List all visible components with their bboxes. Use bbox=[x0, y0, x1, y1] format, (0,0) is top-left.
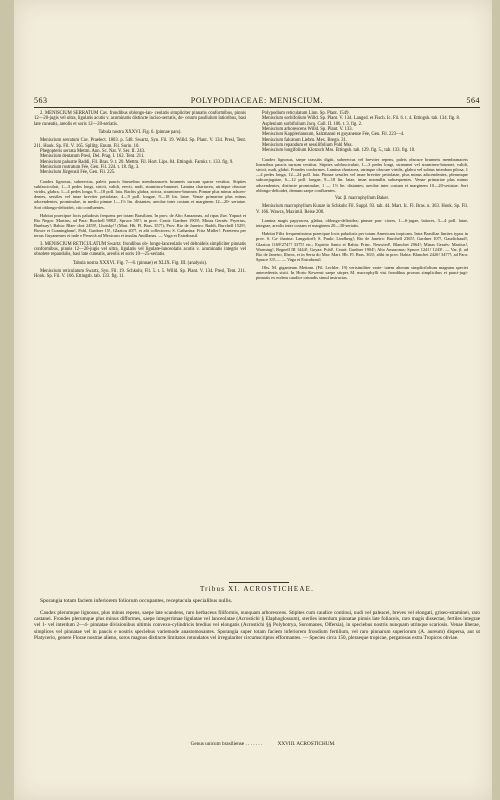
synonym-entry: Meniscium longifolium Klotzsch Mss. Ettingsh. tab. 129. fig. 5., tab. 133. fig. 10. bbox=[262, 148, 416, 154]
genus-label: Genus unicum brasiliense . . . . . . . bbox=[190, 741, 263, 747]
page-number-right: 564 bbox=[466, 96, 480, 105]
morphology-paragraph: Caudex lignosus, suberectus, paleis paucis linearibus membranaceis brunneis sursum sparse vestitus. Stipites subfasciculati, 1—3 pedes longi, stricti, validi, erecti, nudi, straminco-brunnei. Lamina chartacea, utrinque obscure viridis, glabra, 1—4 pedes longa, 9—18 poll. lata. Rachis glabra, stricta, stramineo-brunnea. Pinnae plus minus adscen- dentes, sessiles vel imae breviter petiolatae, 4—9 poll. longae, 9—18 lin. latae. Venae primariae plus minus adscendentes, prominulae, in medio pinnae 1—1½ lin. distantes; areolae inter costam et marginem 12—20- seriatae. Sori oblongo-deltoidei, cito confluentes. bbox=[34, 178, 246, 210]
species-description: 2. MENISCIUM SERRATUM Cav. frondibus oblongo-lan- ceolatis simpliciter pinnatis conformibus, pinnis 12—20-jugis vel ultra, ligulatis acutis v. acuminatis distincte inciso-serratis, de- orsum paullulum latioribus, basi late cuneatis, areolis et soris 12—20-seriatis. bbox=[34, 111, 246, 127]
genus-name: XXVIII. ACROSTICHUM. bbox=[277, 741, 336, 747]
synonym-entry: Meniscium palustre Raddi, Fil. Bras. 9. t. 20. Mettm. Fil. Hort. Lips. 84. Ettingsh. Farnkr. t. 133. fig. 9. bbox=[40, 159, 234, 165]
genus-line bbox=[34, 741, 492, 747]
morphology-paragraph: Caudex lignosus, saepe crassiŭs digiti, suberectus vel breviter repens, paleis obscure brunneis membranaceis linearibus paucis sursum vestitus. Stipites subfasciculati, 1—3 pedes longi, strammei vel stramineo-brunnei, validi, stricti, nudi, glabri. Frondes conformes. Lamina chartacea, utrinque obscure viridis, glabra vel subtus interdum pilosa, 1—4 pedes longa, 12—24 poll. lata. Pinnae sessiles vel imae breviter petiolatae, plus minus adscendentes, plerumque subconjugatae, 6—12 poll. longae, 9—18 lin. latae, imae nonnullis subsequentes. Venae primariae plus minus adscendentes, distincte prominulae, 1 — 1½ lin. distantes; areolae inter costam et marginem 10—20-seriatae. Sori oblongo-deltoidei, demum saepe confluentes. bbox=[256, 156, 468, 193]
synonym-entry: Meniscium Kappleriannum, Salzmanni et guyanense Fée, Gen. Fil. 223—4. bbox=[262, 132, 405, 138]
synonym-entry: Meniscium macrophyllum Kunze in Schkuhr Fil. Suppl. 93. tab. 44. Mart. Ic. Fl. Bras. n. 363. Hook. Sp. Fil. V. 166. Wawra, Maximil. Reise 208. bbox=[256, 204, 468, 215]
habitat-paragraph: Habitat Filix frequentissima praecipue locis paludosis per totam Americam tropicam. Intra Brasiliae limites typus in prov. S. Ca- tharina: Langsdorff; S. Paulo: Lindberg!; Rio de Janeiro: Burchell 2365!, Gardner 107!, Gaudichaud!, Glaziou 1169!2747! 3375! etc.; Espirito Santo et Bahia: Princ. Neuwied!, Blanchet 2964!; Minas Geraës: Martius!, Warming!, Regnell III 1444!; Goyaz: Pohl!, Cearà: Gardner 1904!; Alto Amazonas: Spruce 1241! 1243!. — Var. β. ad Rio de Janeiro, Ilheos, et in Serra do Mar: Mart. Hb. Fl. Bras. 363!; alibi in prov. Bahia: Blanchet 2426! 3477!; ad Para: Spruce 33!—. — Vaga et Extrabrasil. bbox=[256, 231, 468, 262]
section-divider bbox=[229, 582, 289, 583]
synonym-entry: Meniscium arborescens Willd. Sp. Plant. V. 133. bbox=[262, 127, 353, 133]
tribus-description-text: Caudex plerumque lignosus, plus minus repens, saepe late scandens, raro herbaceus filiformis, nunquam arborescens. Stipites cum caudice continui, nudi vel paleacei, breves vel elongati, griseo-straminei, raro castanei. Frondes plerumque plus minus difformes, saepe integerrimae ligulatae vel lanceolatae (Acrostichi § Elaphoglossum), steriles interdum pinnatae pinnis late foliaceis, raro magis dissectae, fertiles integrae vel 1- vel interdum 2—4- pinnatae divisionibus ultimis convexo-cylindricis bredius vel elongatis (Acrostichi §§ Polybotrya, Soromanes, Olfersia), in speciebus nostris nunquam utrinque scariosis. Venae liberae, simplices vel pinnatae vel in paucis e nostris speciebus variemode anastomosantes. Sporangia super totam faciem inferiorem frondium fertilium, vel raro pinnarum superiorum (A. aureum) dispersa, aut ut Platycerio, genere Florae nostrae alieno, soros magnos distincte limitatos rotundatos vel irregulariter circumscriptos efformantes. — Species circa 150, pleraeque tropicae, pergatosas extra Tropicos obviae. bbox=[34, 610, 480, 641]
synonym-entry: Meniscium rostratum Fée, Gen. Fil. 224. t. 18. fig. 3. bbox=[40, 165, 140, 171]
tribus-summary-text: Sporangia totam faciem inferiorem foliorum occupantes, receptacula specialibus nullis. bbox=[40, 598, 233, 604]
page-number-left: 563 bbox=[34, 96, 48, 105]
synonym-entry: Meniscium falcatum Liebm. Mex. Bregn. 31. bbox=[262, 137, 348, 143]
book-page bbox=[14, 0, 492, 800]
synonym-entry: Meniscium repandum et sessilifolium Pohl Mss. bbox=[262, 143, 353, 149]
synonym-entry: Meniscium reticulatum Swartz, Syn. Fil. 19. Schkuhr, Fil. 5. t. 5. Willd. Sp. Plant. V. 134. Presl, Tent. 211. Hook. Sp. Fil. V. 166. Ettingsh. tab. 133. fig. 11. bbox=[34, 268, 246, 280]
synonym-entry: Meniscium sorbifolium Willd. Sp. Plant. V. 134. Langsd. et Fisch. Ic. Fil. 6. t. 4. Ettingsh. tab. 134. fig. 8. bbox=[262, 116, 460, 122]
running-title: POLYPODIACEAE: MENISCIUM. bbox=[190, 96, 324, 105]
synonym-entry: Meniscium dentatum Presl, Del. Prag. I. 162. Tent. 211. bbox=[40, 154, 145, 160]
left-column bbox=[34, 111, 246, 280]
tribus-description bbox=[34, 610, 480, 641]
plate-reference: Tabula nostra XXXVI. Fig. 6. (pinnae pars). bbox=[98, 130, 182, 136]
synonym-entry: Phegopteris serrata Mettm. Ann. Sc. Nat. V. Ser. II. 243. bbox=[40, 149, 146, 155]
synonym-entry: Meniscium serratum Cav. Praelect. 1803. p. 548. Swartz, Syn. Fil. 19. Willd. Sp. Plant. V. 134. Presl, Tent. 211. Hook. Sp. Fil. V. 165. Spllitg. Enum. Fil. Surin. 10. bbox=[34, 138, 246, 149]
tribus-summary bbox=[34, 598, 480, 604]
habitat-paragraph: Habitat praecipue locis paludosis frequens per totam Brasiliam. In prov. de Alto Amazonas, ad ripas fluv. Yapurá et Rio Negro: Martius; ad Para: Burchell 9882!, Spruce 50!!; in prov. Cearà: Gardner 1903!; Minas Geraës: Pryerius, Bunbury!; Bahia: Blan- chet 2459!, Lhotsky!! (Mart. Hb. Fl. Bras. 357!); Prov. Rio de Janeiro: Raddi, Burchell 1529!, Bowie et Cunningham!, Pohl, Gardner 15!, Glaziou 407!, et alii collectores; S. Catharina: Fritz Müller!. Praeterea per terras Guyanenses et inde e Peruvià ad Mexicum et insulas Antillanas. — Vaga et Extrabrasil. bbox=[34, 212, 246, 239]
right-column bbox=[256, 111, 468, 281]
header-rule bbox=[34, 107, 480, 108]
observation-note: Obs. M. giganteum Mettnm. (Fil. Lechler. 19) verisimiliter varie- tatem alteram simplicifolium magnam speciei antecedentis sistit. In Horto Kewensi saepe stirpes M. macrophylli visi frondibus prorsus simplicibus et pauci-jugi-pinnatis ex eodem caudice oriundis simul instructas. bbox=[256, 265, 468, 281]
synonym-entry: Asplenium sorbifolium Jacq. Coll. II. 106. t. 3. fig. 2. bbox=[262, 121, 363, 127]
running-head bbox=[34, 96, 480, 105]
synonym-entry: Meniscium Jürgensii Fée, Gen. Fil. 225. bbox=[40, 170, 116, 176]
synonym-entry: Polypodium reticulatum Linn. Sp. Plant. 1549. bbox=[262, 111, 350, 116]
variety-heading: Var. β. macrophyllum Baker. bbox=[335, 195, 389, 201]
variety-description: Lamina magis papyracea, glabra, oblongo-deltoidea; pinnae pau- ciores, 1—6-jugae, latiores, 3—4 poll. latae, integrae, areolis inter costam et marginem 20—30-seriatis. bbox=[256, 217, 468, 229]
plate-reference: Tabula nostra XXXVI. Fig. 7—8. (pinnae) et XLIX. Fig. III. (analysis). bbox=[72, 260, 208, 266]
species-description: 3. MENISCIUM RETICULATUM Swartz: frondibus ob- longo-lanceolatis vel deltoideis simpliciter pinnatis conformibus, pinnis 12—20-jugis vel ultra, ligulatis vel ligulate-lanceolatis acutis v. acuminatis integris vel obsolete repandulis, basi late cuneatis, areolis et soris 10—25-seriatis. bbox=[34, 241, 246, 258]
tribus-heading: Tribus XI. ACROSTICHEAE. bbox=[199, 585, 315, 593]
